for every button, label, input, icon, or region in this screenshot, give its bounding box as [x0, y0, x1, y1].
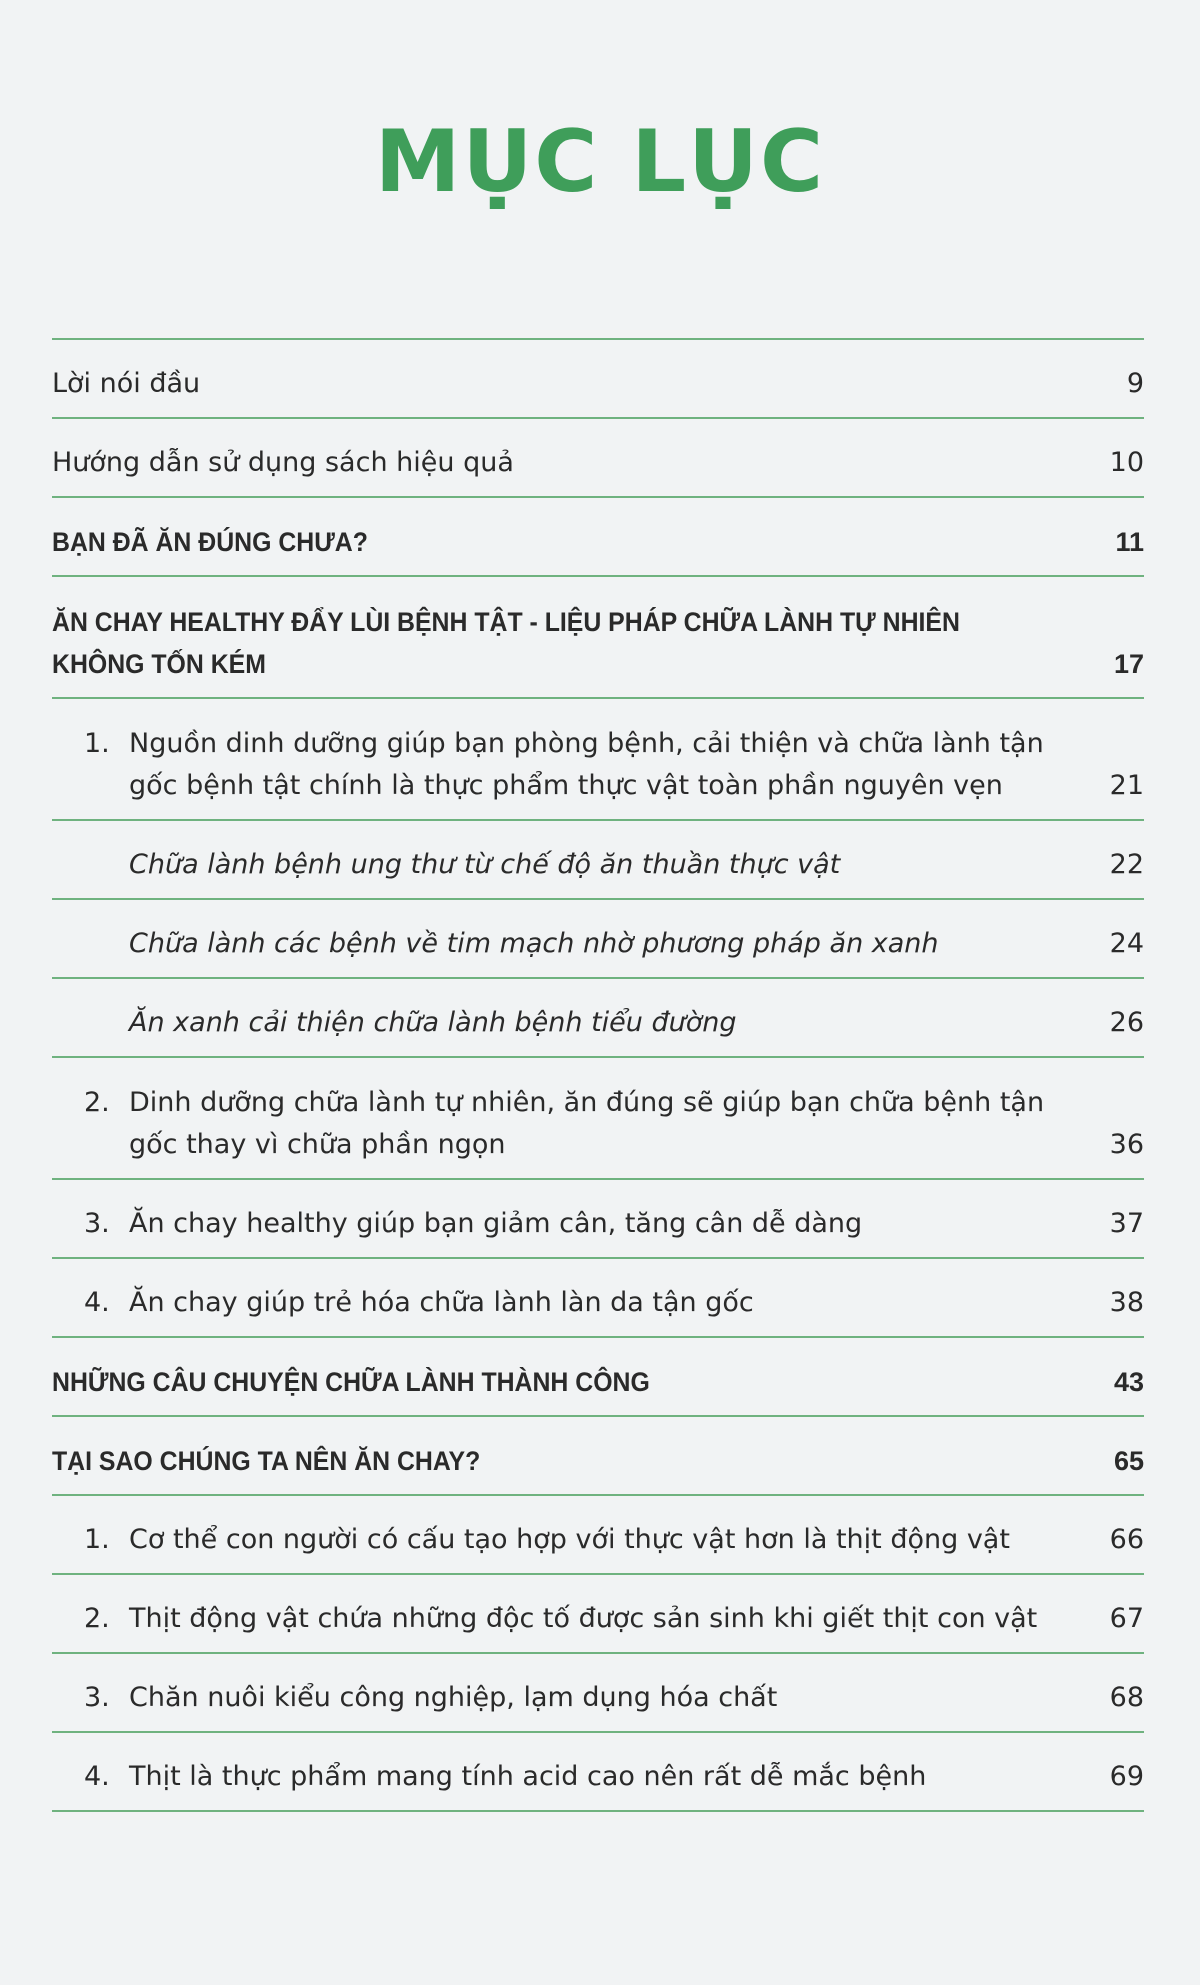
- toc-entry-page: 9: [1126, 368, 1144, 399]
- toc-section[interactable]: [52, 1417, 1144, 1496]
- toc-entry-page: 10: [1109, 447, 1144, 478]
- toc-subentry-number: 3.: [84, 1682, 110, 1713]
- toc-section[interactable]: [52, 577, 1144, 699]
- toc-subentry[interactable]: [52, 1058, 1144, 1180]
- toc-subtopic-label: Chữa lành các bệnh về tim mạch nhờ phương pháp ăn xanh: [129, 928, 939, 959]
- toc-subentry-label: Ăn chay healthy giúp bạn giảm cân, tăng cân dễ dàng: [129, 1208, 863, 1239]
- toc-section-page: 65: [1113, 1446, 1144, 1476]
- toc-subtopic-page: 26: [1109, 1007, 1144, 1038]
- toc-subentry-page: 67: [1109, 1603, 1144, 1634]
- toc-subentry-number: 1.: [84, 728, 110, 759]
- toc-subentry[interactable]: [52, 699, 1144, 821]
- toc-section-label: NHỮNG CÂU CHUYỆN CHỮA LÀNH THÀNH CÔNG: [52, 1367, 650, 1397]
- toc-subentry-page: 38: [1109, 1287, 1144, 1318]
- toc-subtopic-label: Chữa lành bệnh ung thư từ chế độ ăn thuần thực vật: [129, 849, 841, 880]
- toc-subentry-label: Thịt là thực phẩm mang tính acid cao nên rất dễ mắc bệnh: [129, 1761, 927, 1792]
- toc-section-label: BẠN ĐÃ ĂN ĐÚNG CHƯA?: [52, 527, 368, 557]
- toc-subtopic-page: 22: [1109, 849, 1144, 880]
- toc-section-label: ĂN CHAY HEALTHY ĐẨY LÙI BỆNH TẬT - LIỆU PHÁP CHỮA LÀNH TỰ NHIÊN KHÔNG TỐN KÉM: [52, 607, 960, 679]
- toc-subentry-number: 2.: [84, 1087, 110, 1118]
- toc-subentry-label: Nguồn dinh dưỡng giúp bạn phòng bệnh, cải thiện và chữa lành tận gốc bệnh tật chính là thực phẩm thực vật toàn phần nguyên vẹn: [129, 728, 1044, 801]
- toc-subentry-number: 2.: [84, 1603, 110, 1634]
- toc-subentry[interactable]: [52, 1259, 1144, 1338]
- toc-subentry-label: Cơ thể con người có cấu tạo hợp với thực vật hơn là thịt động vật: [129, 1524, 1010, 1555]
- toc-subentry-page: 68: [1109, 1682, 1144, 1713]
- toc-subentry[interactable]: [52, 1180, 1144, 1259]
- toc-subtopic[interactable]: [52, 900, 1144, 979]
- toc-section[interactable]: [52, 1338, 1144, 1417]
- toc-subentry[interactable]: [52, 1575, 1144, 1654]
- toc-subtopic-label: Ăn xanh cải thiện chữa lành bệnh tiểu đường: [129, 1007, 737, 1038]
- toc-section[interactable]: [52, 498, 1144, 577]
- toc-subentry-page: 36: [1109, 1129, 1144, 1160]
- toc-subentry-label: Dinh dưỡng chữa lành tự nhiên, ăn đúng sẽ giúp bạn chữa bệnh tận gốc thay vì chữa phần ngọn: [129, 1087, 1045, 1160]
- toc-subtopic[interactable]: [52, 979, 1144, 1058]
- toc-subtopic[interactable]: [52, 821, 1144, 900]
- toc-subentry-page: 66: [1109, 1524, 1144, 1555]
- toc-subtopic-page: 24: [1109, 928, 1144, 959]
- toc-subentry-page: 69: [1109, 1761, 1144, 1792]
- toc-subentry-label: Thịt động vật chứa những độc tố được sản sinh khi giết thịt con vật: [129, 1603, 1038, 1634]
- toc-subentry-page: 37: [1109, 1208, 1144, 1239]
- toc-entry[interactable]: [52, 340, 1144, 419]
- toc-subentry[interactable]: [52, 1733, 1144, 1812]
- toc-entry[interactable]: [52, 419, 1144, 498]
- toc-subentry-number: 4.: [84, 1761, 110, 1792]
- toc-subentry-label: Chăn nuôi kiểu công nghiệp, lạm dụng hóa chất: [129, 1682, 778, 1713]
- toc-section-page: 17: [1113, 649, 1144, 679]
- toc-section-page: 11: [1115, 527, 1144, 557]
- toc-subentry[interactable]: [52, 1496, 1144, 1575]
- toc-entry-label: Lời nói đầu: [52, 368, 201, 399]
- table-of-contents: [52, 338, 1144, 1812]
- toc-subentry-number: 1.: [84, 1524, 110, 1555]
- page-title: MỤC LỤC: [374, 112, 826, 212]
- toc-subentry[interactable]: [52, 1654, 1144, 1733]
- toc-subentry-page: 21: [1109, 770, 1144, 801]
- toc-entry-label: Hướng dẫn sử dụng sách hiệu quả: [52, 447, 514, 478]
- toc-subentry-label: Ăn chay giúp trẻ hóa chữa lành làn da tận gốc: [129, 1287, 754, 1318]
- toc-subentry-number: 3.: [84, 1208, 110, 1239]
- toc-subentry-number: 4.: [84, 1287, 110, 1318]
- toc-section-label: TẠI SAO CHÚNG TA NÊN ĂN CHAY?: [52, 1446, 481, 1476]
- toc-section-page: 43: [1113, 1367, 1144, 1397]
